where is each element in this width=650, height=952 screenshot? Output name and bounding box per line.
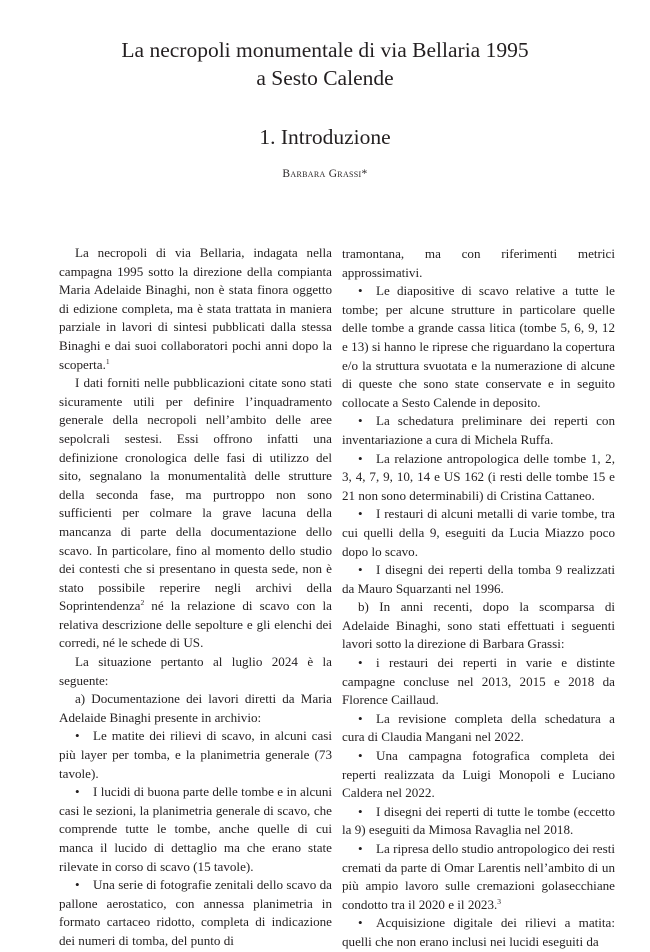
bullet-icon: • xyxy=(358,506,363,522)
bullet-item xyxy=(342,561,615,598)
paragraph-text: Una campagna fotografica completa dei reperti realizzata da Luigi Monopoli e Luciano Caldera nel 2022. xyxy=(342,748,615,801)
paragraph-text: I disegni dei reperti di tutte le tombe (eccetto la 9) eseguiti da Mimosa Ravaglia nel 2018. xyxy=(342,803,615,838)
footnote-ref: 1 xyxy=(105,356,110,366)
bullet-item xyxy=(342,505,615,561)
footnote-ref: 3 xyxy=(497,896,502,906)
paragraph-text: a) Documentazione dei lavori diretti da Maria Adelaide Binaghi presente in archivio: xyxy=(59,691,332,725)
right-text-column xyxy=(342,245,615,952)
author-name: Barbara Grassi xyxy=(282,168,362,180)
paragraph-text: I lucidi di buona parte delle tombe e in alcuni casi le sezioni, la planimetria generale di scavo, che comprende tutte le tombe, anche quelle di cui manca il lucido di dettaglio ma che erano state rilevate in corso di scavo (15 tavole). xyxy=(59,784,332,874)
bullet-icon: • xyxy=(358,710,363,726)
bullet-icon: • xyxy=(358,841,363,856)
paragraph-text-tail: né la relazione di scavo con la relativa descrizione delle sepolture e gli elenchi dei corredi, né le schede di US. xyxy=(59,598,332,651)
bullet-icon: • xyxy=(75,877,80,893)
section-heading: 1. Introduzione xyxy=(259,125,391,149)
paragraph-text: Le diapositive di scavo relative a tutte le tombe; per alcune strutture in particolare quelle delle tombe a grande cassa litica (tombe 5, 6, 9, 12 e 13) si hanno le riprese che riguardano la copertura e/o la struttura svuotata e la numerazione di alcune di queste che sono state conservate e in seguito collocate a Sesto Calende in deposito. xyxy=(342,283,615,410)
paragraph-text: La revisione completa della schedatura a cura di Claudia Mangani nel 2022. xyxy=(342,710,615,745)
paragraph-text: Acquisizione digitale dei rilievi a matita: quelli che non erano inclusi nei lucidi eseguiti da xyxy=(342,915,615,949)
bullet-item xyxy=(59,783,332,876)
paragraph-text: I disegni dei reperti della tomba 9 realizzati da Mauro Squarzanti nel 1996. xyxy=(342,562,615,596)
paragraph-text: La necropoli di via Bellaria, indagata nella campagna 1995 sotto la direzione della compianta Maria Adelaide Binaghi, non è stata finora oggetto di edizione completa, ma è stata trattata in maniera parziale in lavori di sintesi pubblicati dalla stessa Binaghi e dai suoi collaboratori pochi anni dopo la scoperta. xyxy=(59,245,332,372)
bullet-icon: • xyxy=(358,450,363,466)
bullet-item xyxy=(342,282,615,412)
paragraph xyxy=(59,653,332,690)
paper-title xyxy=(40,36,610,92)
paragraph xyxy=(59,374,332,653)
bullet-item xyxy=(59,876,332,950)
bullet-item xyxy=(342,747,615,803)
paragraph-text: tramontana, ma con riferimenti metrici approssimativi. xyxy=(342,246,615,280)
bullet-icon: • xyxy=(358,748,363,764)
paragraph xyxy=(59,690,332,727)
paper-title-line-2: a Sesto Calende xyxy=(256,66,394,90)
paragraph-text: La schedatura preliminare dei reperti con inventariazione a cura di Michela Ruffa. xyxy=(342,413,615,447)
paragraph xyxy=(342,598,615,654)
author-footnote-mark: * xyxy=(361,168,368,180)
author-line xyxy=(40,166,610,182)
bullet-item xyxy=(342,803,615,840)
paper-title-line-1: La necropoli monumentale di via Bellaria 1995 xyxy=(121,38,529,62)
paragraph-text: La ripresa dello studio antropologico dei resti cremati da parte di Omar Larentis nell’ambito di un più ampio lavoro sulle cremazioni golasecchiane condotto tra il 2020 e il 2023. xyxy=(342,841,615,912)
bullet-icon: • xyxy=(358,283,363,299)
bullet-icon: • xyxy=(75,728,80,744)
paragraph xyxy=(342,245,615,282)
paragraph-text: I restauri di alcuni metalli di varie tombe, tra cui quelli della 9, eseguiti da Lucia Miazzo poco dopo lo scavo. xyxy=(342,506,615,559)
bullet-item xyxy=(342,840,615,914)
paragraph-text: La relazione antropologica delle tombe 1, 2, 3, 4, 7, 9, 10, 14 e US 162 (i resti delle tombe 15 e 21 non sono determinabili) di Cristina Cattaneo. xyxy=(342,450,615,503)
bullet-icon: • xyxy=(358,803,363,819)
bullet-icon: • xyxy=(358,655,363,671)
paragraph-text: I dati forniti nelle pubblicazioni citate sono stati sicuramente utili per definire l’inquadramento generale della necropoli nell’ambito delle aree sepolcrali sestesi. Essi offrono infatti una definizione cronologica delle fasi di utilizzo del sito, segnalano la monumentalità delle strutture della seconda fase, ma purtroppo non sono sufficienti per colmare la grave lacuna della mancanza di parte della documentazione dello scavo. In particolare, fino al momento dello studio dei contesti che si presentano in questa sede, non è stato possibile reperire negli archivi della Soprintendenza xyxy=(59,375,332,614)
bullet-icon: • xyxy=(358,562,363,578)
paragraph-text: b) In anni recenti, dopo la scomparsa di Adelaide Binaghi, sono stati effettuati i seguenti lavori sotto la direzione di Barbara Grassi: xyxy=(342,599,615,652)
bullet-item xyxy=(342,710,615,747)
paragraph-text: i restauri dei reperti in varie e distinte campagne concluse nel 2013, 2015 e 2018 da Florence Caillaud. xyxy=(342,655,615,708)
paragraph-text: La situazione pertanto al luglio 2024 è la seguente: xyxy=(59,654,332,688)
bullet-item xyxy=(342,450,615,506)
footnote-ref: 2 xyxy=(140,598,145,608)
paragraph xyxy=(59,244,332,374)
left-text-column xyxy=(59,244,332,951)
paragraph-text: Le matite dei rilievi di scavo, in alcuni casi più layer per tomba, e la planimetria generale (73 tavole). xyxy=(59,728,332,781)
bullet-icon: • xyxy=(358,413,363,429)
bullet-icon: • xyxy=(75,784,80,800)
bullet-icon: • xyxy=(358,915,363,931)
bullet-item xyxy=(342,654,615,710)
paragraph-text: Una serie di fotografie zenitali dello scavo da pallone aerostatico, con annessa planimetria in formato cartaceo ridotto, completa di indicazione dei numeri di tomba, del punto di xyxy=(59,877,332,948)
bullet-item xyxy=(59,727,332,783)
bullet-item xyxy=(342,412,615,449)
bullet-item xyxy=(342,914,615,951)
